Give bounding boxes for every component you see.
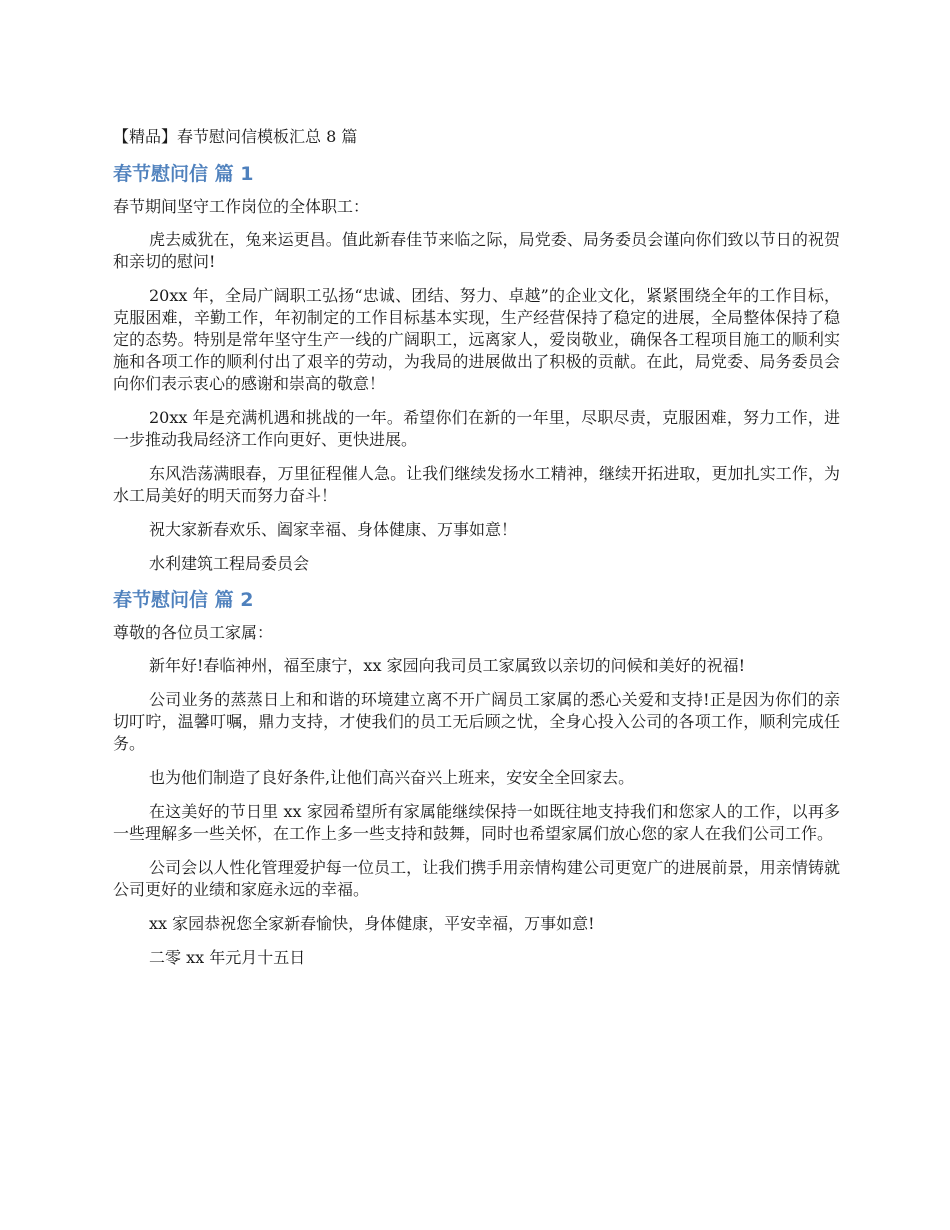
signoff: 二零 xx 年元月十五日 [149, 948, 306, 967]
paragraph: 公司业务的蒸蒸日上和和谐的环境建立离不开广阔员工家属的悉心关爱和支持!正是因为你们的亲切叮咛，温馨叮嘱，鼎力支持，才使我们的员工无后顾之忧，全身心投入公司的各项工作，顺利完成任务。 [113, 690, 840, 753]
signoff: 水利建筑工程局委员会 [149, 554, 310, 573]
paragraph: 也为他们制造了良好条件,让他们高兴奋兴上班来，安安全全回家去。 [149, 768, 635, 787]
paragraph: 祝大家新春欢乐、阖家幸福、身体健康、万事如意！ [149, 520, 518, 539]
document-page [113, 125, 840, 981]
paragraph: 东风浩荡满眼春，万里征程催人急。让我们继续发扬水工精神，继续开拓进取，更加扎实工作，为水工局美好的明天而努力奋斗！ [113, 464, 840, 505]
paragraph: 20xx 年是充满机遇和挑战的一年。希望你们在新的一年里，尽职尽责，克服困难，努力工作，进一步推动我局经济工作向更好、更快进展。 [113, 408, 840, 449]
section-heading: 春节慰问信 篇 2 [113, 589, 254, 611]
salutation: 春节期间坚守工作岗位的全体职工： [113, 197, 370, 216]
paragraph: 虎去威犹在，兔来运更昌。值此新春佳节来临之际，局党委、局务委员会谨向你们致以节日的祝贺和亲切的慰问! [113, 230, 840, 271]
section-1 [113, 161, 840, 575]
paragraph: xx 家园恭祝您全家新春愉快，身体健康，平安幸福，万事如意! [149, 914, 595, 933]
paragraph: 在这美好的节日里 xx 家园希望所有家属能继续保持一如既往地支持我们和您家人的工作，以再多一些理解多一些关怀，在工作上多一些支持和鼓舞，同时也希望家属们放心您的家人在我们公司工作。 [113, 802, 840, 843]
section-heading: 春节慰问信 篇 1 [113, 163, 254, 185]
section-2 [113, 587, 840, 969]
paragraph: 新年好!春临神州，福至康宁，xx 家园向我司员工家属致以亲切的问候和美好的祝福! [149, 656, 745, 675]
document-title: 【精品】春节慰问信模板汇总 8 篇 [113, 127, 358, 146]
salutation: 尊敬的各位员工家属： [113, 623, 274, 642]
paragraph: 20xx 年，全局广阔职工弘扬“忠诚、团结、努力、卓越”的企业文化，紧紧围绕全年的工作目标，克服困难，辛勤工作，年初制定的工作目标基本实现，生产经营保持了稳定的进展，全局整体保持了稳定的态势。特别是常年坚守生产一线的广阔职工，远离家人，爱岗敬业，确保各工程项目施工的顺利实施和各项工作的顺利付出了艰辛的劳动，为我局的进展做出了积极的贡献。在此，局党委、局务委员会向你们表示衷心的感谢和崇高的敬意！ [113, 286, 840, 393]
paragraph: 公司会以人性化管理爱护每一位员工，让我们携手用亲情构建公司更宽广的进展前景，用亲情铸就公司更好的业绩和家庭永远的幸福。 [113, 858, 840, 899]
